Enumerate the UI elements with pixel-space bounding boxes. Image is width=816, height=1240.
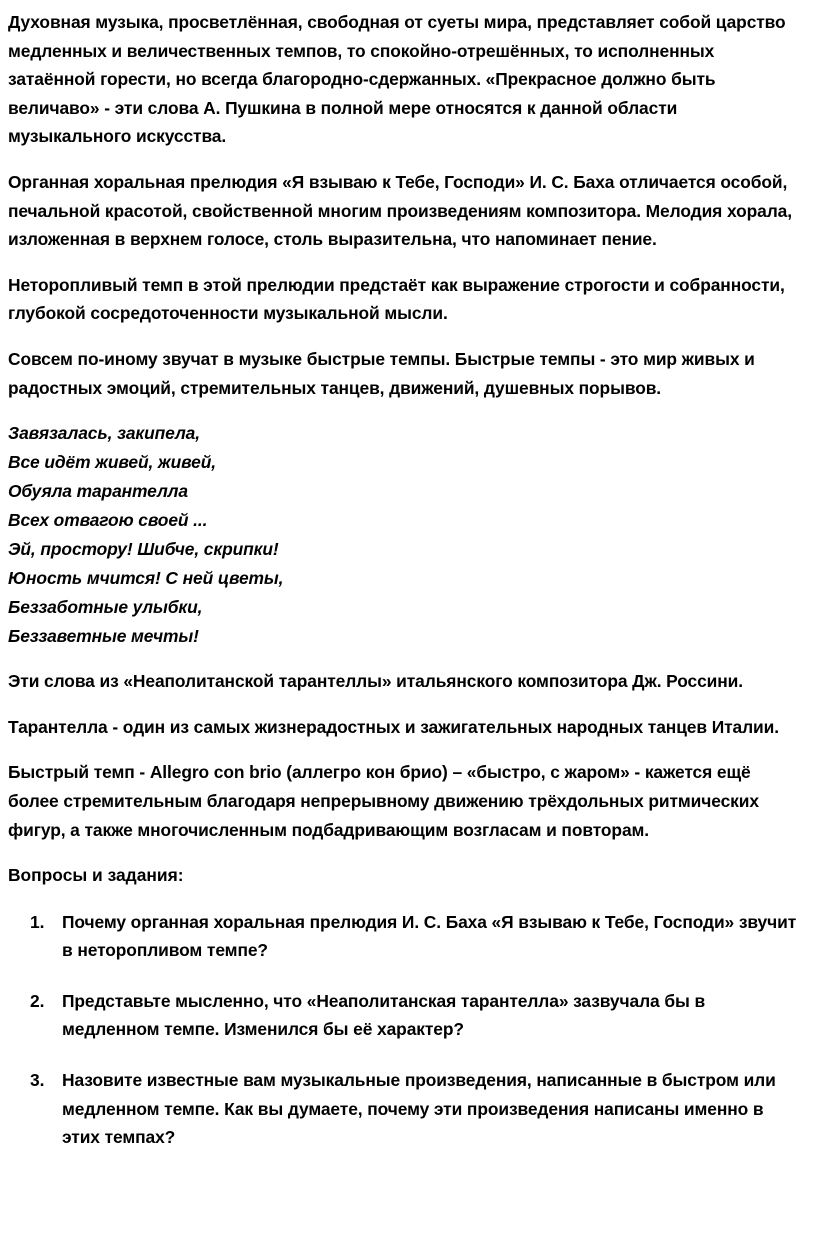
paragraph-fast-tempo: Совсем по-иному звучат в музыке быстрые темпы. Быстрые темпы - это мир живых и радостных эмоций, стремительных танцев, движений, душевных порывов. — [8, 348, 755, 398]
poem-line: Эй, простору! Шибче, скрипки! — [8, 539, 279, 560]
poem-line: Все идёт живей, живей, — [8, 452, 216, 473]
questions-list — [8, 908, 802, 1152]
paragraph-bach-prelude: Органная хоральная прелюдия «Я взываю к Тебе, Господи» И. С. Баха отличается особой, печальной красотой, свойственной многим произведениям композитора. Мелодия хорала, изложенная в верхнем голосе, столь выразительна, что напоминает пение. — [8, 171, 792, 250]
paragraph-tarantella-dance: Тарантелла - один из самых жизнерадостных и зажигательных народных танцев Италии. — [8, 716, 779, 737]
question-text: Назовите известные вам музыкальные произведения, написанные в быстром или медленном темпе. Как вы думаете, почему эти произведения написаны именно в этих темпах? — [62, 1070, 776, 1148]
poem-line: Всех отвагою своей ... — [8, 510, 208, 531]
poem-line: Обуяла тарантелла — [8, 481, 188, 502]
poem-line: Юность мчится! С ней цветы, — [8, 568, 284, 589]
poem-line: Беззаветные мечты! — [8, 626, 199, 647]
question-number: 2. — [30, 990, 45, 1011]
paragraph-rossini: Эти слова из «Неаполитанской тарантеллы» итальянского композитора Дж. Россини. — [8, 671, 743, 692]
poem-line: Завязалась, закипела, — [8, 423, 200, 444]
paragraph-allegro: Быстрый темп - Allegro con brio (аллегро кон брио) – «быстро, с жаром» - кажется ещё более стремительным благодаря непрерывному движению трёхдольных ритмических фигур, а также многочисленным подбадривающим возгласам и повторам. — [8, 762, 759, 840]
question-item — [8, 987, 802, 1044]
question-item — [8, 908, 802, 965]
question-item — [8, 1066, 802, 1152]
poem-tarantella — [8, 419, 802, 651]
question-text: Почему органная хоральная прелюдия И. С. Баха «Я взываю к Тебе, Господи» звучит в неторопливом темпе? — [62, 911, 797, 961]
question-number: 1. — [30, 911, 45, 932]
question-text: Представьте мысленно, что «Неаполитанская тарантелла» зазвучала бы в медленном темпе. Изменился бы её характер? — [62, 990, 706, 1040]
poem-line: Беззаботные улыбки, — [8, 597, 203, 618]
question-number: 3. — [30, 1070, 45, 1091]
paragraph-sacred-music: Духовная музыка, просветлённая, свободная от суеты мира, представляет собой царство медленных и величественных темпов, то спокойно-отрешённых, то исполненных затаённой горести, но всегда благородно-сдержанных. «Прекрасное должно быть величаво» - эти слова А. Пушкина в полной мере относятся к данной области музыкального искусства. — [8, 12, 786, 147]
paragraph-slow-tempo: Неторопливый темп в этой прелюдии предстаёт как выражение строгости и собранности, глубокой сосредоточенности музыкальной мысли. — [8, 274, 785, 324]
questions-heading: Вопросы и задания: — [8, 865, 184, 886]
